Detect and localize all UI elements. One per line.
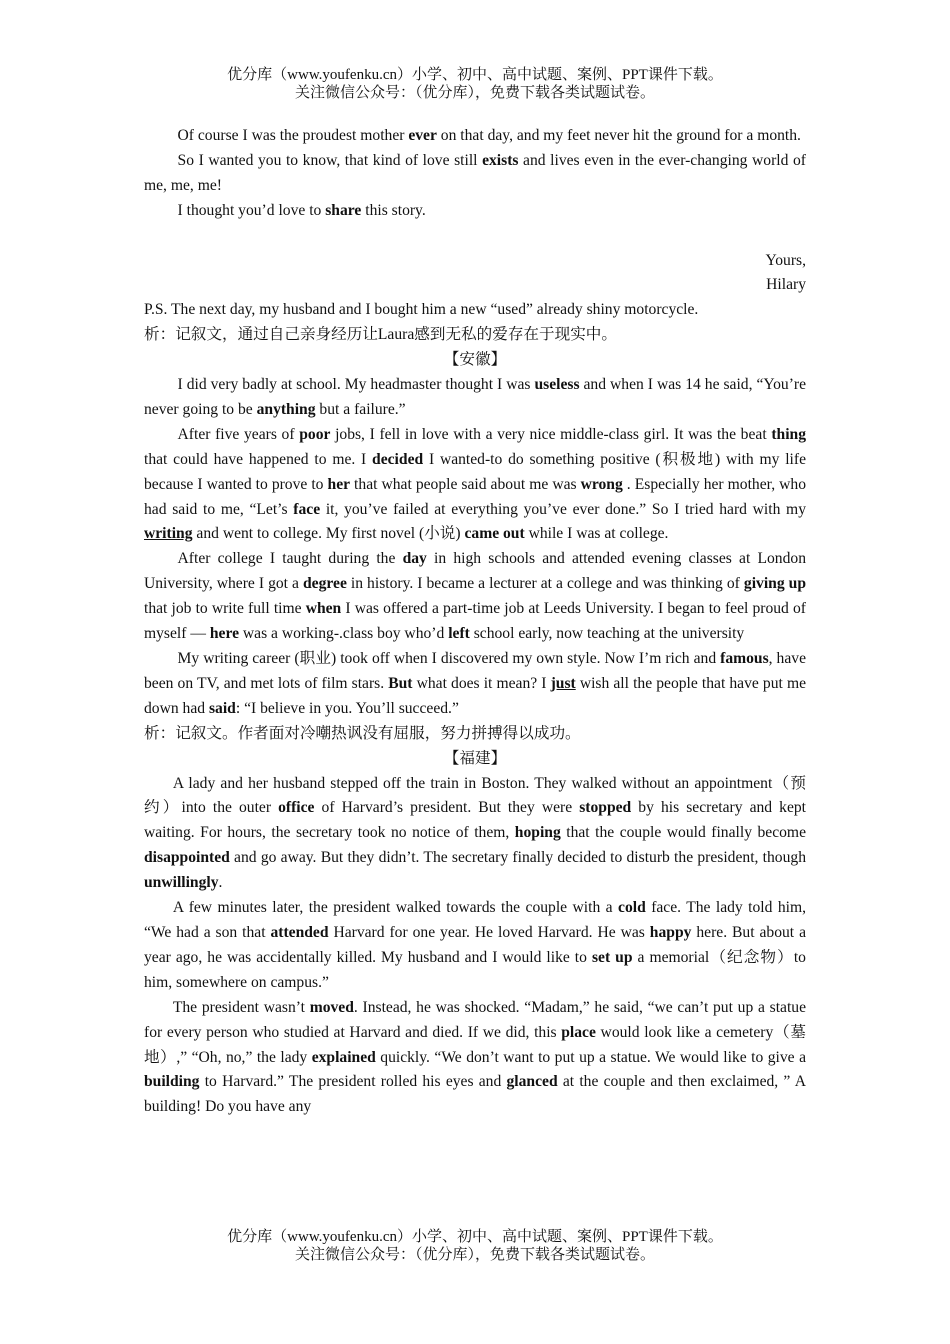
fujian-paragraph: The president wasn’t moved. Instead, he was shocked. “Madam,” he said, “we can’t put up a statue for every person who studied at Harvard and died. If we did, this place would look like a cemetery（墓地）,” “Oh, no,” the lady explained quickly. “We don’t want to put up a statue. We would like to give a building to Harvard.” The president rolled his eyes and glanced at the couple and then exclaimed, ” A building! Do you have any bbox=[144, 998, 806, 1116]
document-body bbox=[144, 124, 806, 1120]
letter-paragraph: I thought you’d love to share this story. bbox=[177, 201, 426, 219]
section-heading-anhui: 【安徽】 bbox=[443, 351, 507, 369]
header-line-1: 优分库（www.youfenku.cn）小学、初中、高中试题、案例、PPT课件下载。 bbox=[227, 67, 723, 83]
letter-signature: Hilary bbox=[766, 276, 806, 294]
page-header bbox=[0, 66, 950, 102]
footer-line-2: 关注微信公众号：（优分库），免费下载各类试题试卷。 bbox=[294, 1247, 655, 1263]
anhui-paragraph: After five years of poor jobs, I fell in love with a very nice middle-class girl. It was the beat thing that could have happened to me. I decided I wanted-to do something positive (积极地) with my life because I wanted to prove to her that what people said about me was wrong . Especially her mother, who had said to me, “Let’s face it, you’ve failed at everything you’ve ever done.” So I tried hard with my writing and went to college. My first novel (小说) came out while I was at college. bbox=[144, 425, 806, 543]
analysis-note: 析：记叙文。作者面对冷嘲热讽没有屈服，努力拼搏得以成功。 bbox=[144, 724, 581, 742]
fujian-paragraph: A few minutes later, the president walked towards the couple with a cold face. The lady told him, “We had a son that attended Harvard for one year. He loved Harvard. He was happy here. But about a year ago, he was accidentally killed. My husband and I would like to set up a memorial（纪念物）to him, somewhere on campus.” bbox=[144, 899, 806, 991]
anhui-paragraph: After college I taught during the day in high schools and attended evening classes at London University, where I got a degree in history. I became a lecturer at a college and was thinking of giving up that job to write full time when I was offered a part-time job at Leeds University. I began to feel proud of myself — here was a working-.class boy who’d left school early, now teaching at the university bbox=[144, 550, 806, 643]
section-heading-fujian: 【福建】 bbox=[443, 749, 507, 767]
anhui-paragraph: My writing career (职业) took off when I discovered my own style. Now I’m rich and famous, have been on TV, and met lots of film stars. But what does it mean? I just wish all the people that have put me down had said: “I believe in you. You’ll succeed.” bbox=[144, 650, 806, 717]
footer-line-1: 优分库（www.youfenku.cn）小学、初中、高中试题、案例、PPT课件下载。 bbox=[227, 1229, 723, 1245]
letter-paragraph: So I wanted you to know, that kind of love still exists and lives even in the ever-changing world of me, me, me! bbox=[144, 151, 806, 194]
fujian-paragraph: A lady and her husband stepped off the train in Boston. They walked without an appointment（预约）into the outer office of Harvard’s president. But they were stopped by his secretary and kept waiting. For hours, the secretary took no notice of them, hoping that the couple would finally become disappointed and go away. But they didn’t. The secretary finally decided to disturb the president, though unwillingly. bbox=[144, 774, 807, 892]
header-line-2: 关注微信公众号：（优分库），免费下载各类试题试卷。 bbox=[294, 85, 655, 101]
page-footer bbox=[0, 1228, 950, 1264]
analysis-note: 析：记叙文，通过自己亲身经历让Laura感到无私的爱存在于现实中。 bbox=[144, 326, 617, 344]
spacer bbox=[144, 224, 806, 249]
anhui-paragraph: I did very badly at school. My headmaster thought I was useless and when I was 14 he said, “You’re never going to be anything but a failure.” bbox=[144, 376, 806, 418]
letter-paragraph: Of course I was the proudest mother ever on that day, and my feet never hit the ground for a month. bbox=[177, 127, 801, 144]
letter-postscript: P.S. The next day, my husband and I bought him a new “used” already shiny motorcycle. bbox=[144, 301, 699, 319]
letter-closing: Yours, bbox=[765, 251, 806, 269]
